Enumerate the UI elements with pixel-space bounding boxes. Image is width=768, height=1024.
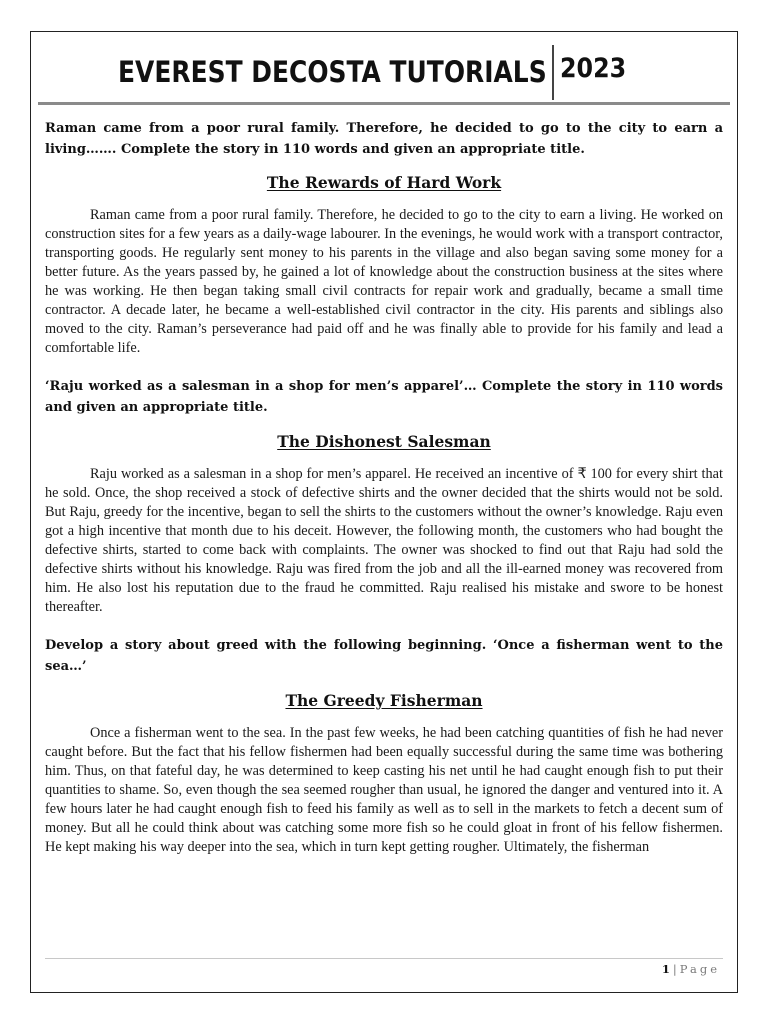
section-1-prompt: Raman came from a poor rural family. Therefore, he decided to go to the city to earn a living……. Complete the story in 110 words and given an appropriate title.	[45, 121, 723, 157]
page-label: Page	[679, 962, 720, 976]
footer-separator: |	[672, 962, 677, 976]
document-content	[45, 119, 723, 857]
header-title: EVEREST DECOSTA TUTORIALS	[118, 55, 547, 89]
header-divider	[552, 45, 554, 100]
section-2-title: The Dishonest Salesman	[277, 432, 491, 451]
section-2-prompt: ‘Raju worked as a salesman in a shop for men’s apparel’… Complete the story in 110 words and given an appropriate title.	[45, 379, 723, 415]
section-3-prompt: Develop a story about greed with the following beginning. ‘Once a fisherman went to the sea…’	[45, 638, 723, 674]
page-number: 1	[661, 962, 670, 976]
page-footer	[662, 962, 720, 976]
header-year: 2023	[560, 53, 627, 84]
section-3-body: Once a fisherman went to the sea. In the past few weeks, he had been catching quantities of fish he had never caught before. But the fact that his fellow fishermen had been equally successful during the same time was bothering him. Thus, on that fateful day, he was determined to keep casting his net until he had caught enough fish to put their quantities to shame. So, even though the sea seemed rougher than usual, he ignored the danger and ventured into it. A few hours later he had caught enough fish to feed his family as well as to sell in the markets to fetch a decent sum of money. But all he could think about was catching some more fish so he could gloat in front of his fellow fishermen. He kept making his way deeper into the sea, which in turn kept getting rougher. Ultimately, the fisherman	[45, 725, 723, 855]
section-2-body: Raju worked as a salesman in a shop for men’s apparel. He received an incentive of ₹ 100 for every shirt that he sold. Once, the shop received a stock of defective shirts and the owner decided that the shirts would not be sold. But Raju, greedy for the incentive, began to sell the shirts to the customers without the owner’s knowledge. Raju even got a high incentive that month due to his deceit. However, the following month, the customers who had bought the defective shirts, started to come back with complaints. The owner was shocked to find out that Raju had sold the defective shirts without his knowledge. Raju was fired from the job and all the ill-earned money was recovered from him. He also lost his reputation due to the fraud he committed. Raju realised his mistake and swore to be honest thereafter.	[45, 466, 723, 615]
page-header	[38, 45, 730, 105]
section-3-title: The Greedy Fisherman	[285, 691, 483, 710]
footer-divider	[45, 958, 723, 959]
section-1-title: The Rewards of Hard Work	[266, 173, 502, 192]
section-1-body: Raman came from a poor rural family. Therefore, he decided to go to the city to earn a living. He worked on construction sites for a few years as a daily-wage labourer. In the evenings, he would work with a transport contractor, transporting goods. He regularly sent money to his parents in the village and also began saving some money for a better future. As the years passed by, he gained a lot of knowledge about the construction business at the sites where he was working. He then began taking small civil contracts for repair work and gradually, became a small time contractor. A decade later, he became a well-established civil contractor in the city. His parents and siblings also moved to the city. Raman’s perseverance had paid off and he was finally able to provide for his family and lead a comfortable life.	[45, 207, 723, 356]
